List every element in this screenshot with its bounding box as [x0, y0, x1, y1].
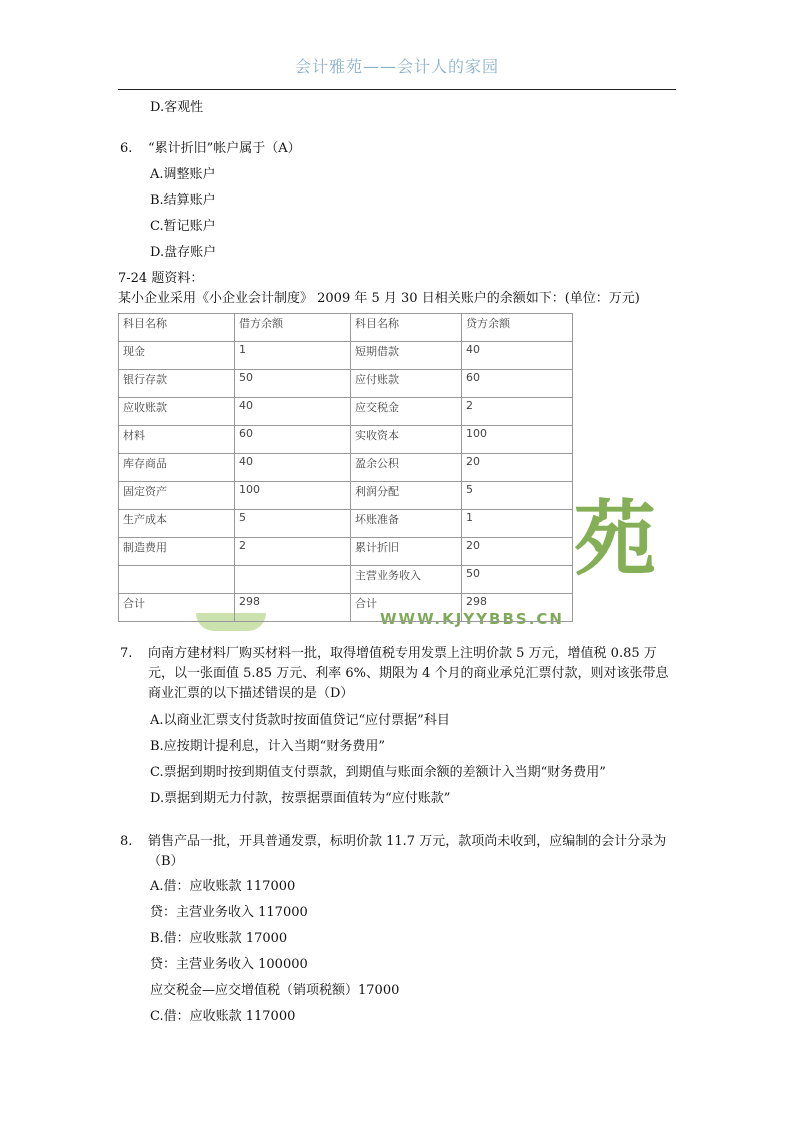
- q8-line-6: C.借：应收账款 117000: [150, 1009, 296, 1024]
- table-cell: 应付账款: [351, 370, 462, 398]
- table-cell: 100: [235, 482, 351, 510]
- table-header-row: [119, 314, 573, 342]
- table-cell: 50: [235, 370, 351, 398]
- material-title: 7-24 题资料：: [118, 271, 204, 286]
- table-cell: 5: [462, 482, 573, 510]
- q6-option-b: B.结算账户: [150, 193, 216, 208]
- table-cell: 主营业务收入: [351, 566, 462, 594]
- table-cell: 固定资产: [119, 482, 235, 510]
- table-cell: 累计折旧: [351, 538, 462, 566]
- table-cell: 材料: [119, 426, 235, 454]
- table-header-cell: 科目名称: [119, 314, 235, 342]
- table-cell: 5: [235, 510, 351, 538]
- table-header-cell: 科目名称: [351, 314, 462, 342]
- table-total-row: [119, 594, 573, 622]
- table-cell: 盈余公积: [351, 454, 462, 482]
- table-cell: 1: [235, 342, 351, 370]
- table-cell: 合计: [351, 594, 462, 622]
- table-cell: 坏账准备: [351, 510, 462, 538]
- q7-text: 向南方建材料厂购买材料一批，取得增值税专用发票上注明价款 5 万元，增值税 0.85 万元，以一张面值 5.85 万元、利率 6%、期限为 4 个月的商业承兑汇票付款，则对该张带息商业汇票的以下描述错误的是（D）: [148, 646, 669, 701]
- table-row: [119, 538, 573, 566]
- table-cell: 100: [462, 426, 573, 454]
- header-divider: [118, 89, 676, 90]
- table-cell: 20: [462, 454, 573, 482]
- table-cell: 现金: [119, 342, 235, 370]
- table-row: [119, 454, 573, 482]
- table-cell: 298: [235, 594, 351, 622]
- table-row: [119, 426, 573, 454]
- q8-number: 8.: [120, 834, 133, 849]
- q6-number: 6.: [120, 141, 133, 156]
- table-cell: 短期借款: [351, 342, 462, 370]
- table-cell: 应交税金: [351, 398, 462, 426]
- q6-option-d: D.盘存账户: [150, 245, 217, 260]
- watermark-url: WWW.KJYYBBS.CN: [380, 610, 564, 628]
- table-cell: [119, 566, 235, 594]
- table-cell: 20: [462, 538, 573, 566]
- q8-line-3: B.借：应收账款 17000: [150, 931, 288, 946]
- table-cell: 实收资本: [351, 426, 462, 454]
- table-cell: 生产成本: [119, 510, 235, 538]
- table-row: [119, 482, 573, 510]
- q5-option-d: D.客观性: [150, 100, 204, 115]
- table-cell: 合计: [119, 594, 235, 622]
- table-cell: [235, 566, 351, 594]
- q8-text: 销售产品一批，开具普通发票，标明价款 11.7 万元，款项尚未收到，应编制的会计分录为（B）: [148, 834, 667, 869]
- table-header-cell: 借方余额: [235, 314, 351, 342]
- table-cell: 库存商品: [119, 454, 235, 482]
- table-cell: 利润分配: [351, 482, 462, 510]
- q7-number: 7.: [120, 646, 133, 661]
- table-row: [119, 566, 573, 594]
- table-row: [119, 398, 573, 426]
- q8-line-5: 应交税金—应交增值税（销项税额）17000: [150, 983, 400, 998]
- table-cell: 40: [235, 454, 351, 482]
- table-row: [119, 342, 573, 370]
- table-header-cell: 贷方余额: [462, 314, 573, 342]
- q6-option-c: C.暂记账户: [150, 219, 216, 234]
- q7-option-a: A.以商业汇票支付货款时按面值贷记“应付票据”科目: [150, 713, 450, 728]
- q7-option-d: D.票据到期无力付款，按票据票面值转为“应付账款”: [150, 791, 451, 806]
- q8-line-2: 贷：主营业务收入 117000: [150, 905, 308, 920]
- page-header-title: 会计雅苑——会计人的家园: [294, 57, 499, 76]
- table-row: [119, 510, 573, 538]
- watermark-logo-char: 苑: [574, 492, 657, 587]
- q8-line-1: A.借：应收账款 117000: [150, 879, 296, 894]
- table-cell: 40: [462, 342, 573, 370]
- table-row: [119, 370, 573, 398]
- table-cell: 2: [235, 538, 351, 566]
- table-cell: 298: [462, 594, 573, 622]
- q6-text: “累计折旧”帐户属于（A）: [148, 141, 301, 156]
- material-intro: 某小企业采用《小企业会计制度》 2009 年 5 月 30 日相关账户的余额如下：(单位：万元): [118, 291, 640, 306]
- q6-option-a: A.调整账户: [150, 167, 216, 182]
- table-cell: 制造费用: [119, 538, 235, 566]
- account-balance-table: [118, 313, 573, 622]
- q7-option-c: C.票据到期时按到期值支付票款，到期值与账面余额的差额计入当期“财务费用”: [150, 765, 606, 780]
- table-cell: 50: [462, 566, 573, 594]
- table-cell: 银行存款: [119, 370, 235, 398]
- table-cell: 60: [462, 370, 573, 398]
- table-cell: 2: [462, 398, 573, 426]
- table-cell: 应收账款: [119, 398, 235, 426]
- q8-line-4: 贷：主营业务收入 100000: [150, 957, 308, 972]
- table-cell: 40: [235, 398, 351, 426]
- q7-option-b: B.应按期计提利息，计入当期“财务费用”: [150, 739, 385, 754]
- table-cell: 1: [462, 510, 573, 538]
- table-cell: 60: [235, 426, 351, 454]
